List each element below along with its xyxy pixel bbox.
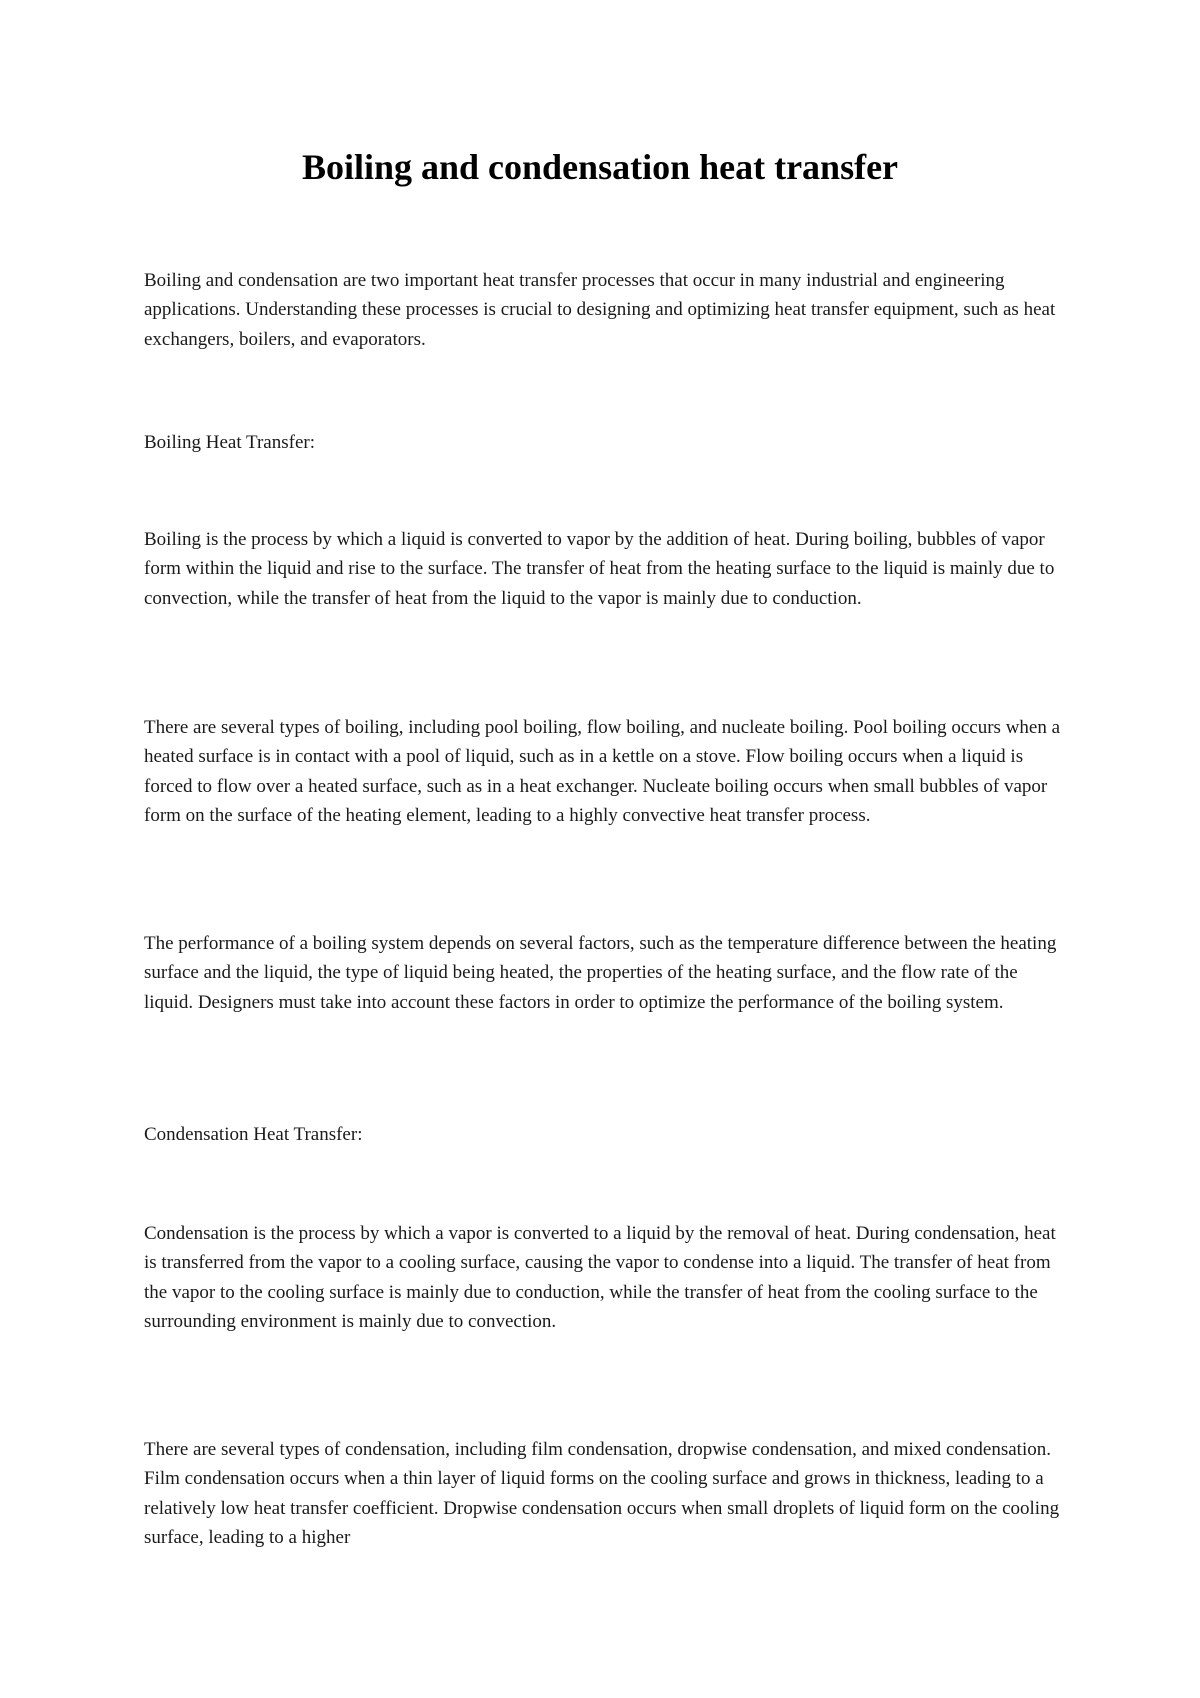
document-title: Boiling and condensation heat transfer	[301, 147, 899, 187]
intro-paragraph: Boiling and condensation are two important heat transfer processes that occur in many industrial and engineering applications. Understanding these processes is crucial to designing and optimizing heat transfer equipment, such as heat exchangers, boilers, and evaporators.	[144, 270, 1056, 350]
condensation-paragraph-2: There are several types of condensation, including film condensation, dropwise condensation, and mixed condensation. Film condensation occurs when a thin layer of liquid forms on the cooling surface and grows in thickness, leading to a relatively low heat transfer coefficient. Dropwise condensation occurs when small droplets of liquid form on the cooling surface, leading to a higher	[144, 1439, 1060, 1549]
boiling-paragraph-1: Boiling is the process by which a liquid is converted to vapor by the addition of heat. During boiling, bubbles of vapor form within the liquid and rise to the surface. The transfer of heat from the heating surface to the liquid is mainly due to convection, while the transfer of heat from the liquid to the vapor is mainly due to conduction.	[144, 529, 1055, 609]
boiling-heading: Boiling Heat Transfer:	[144, 432, 315, 453]
condensation-heading: Condensation Heat Transfer:	[144, 1124, 363, 1145]
condensation-paragraph-1: Condensation is the process by which a vapor is converted to a liquid by the removal of heat. During condensation, heat is transferred from the vapor to a cooling surface, causing the vapor to condense into a liquid. The transfer of heat from the vapor to the cooling surface is mainly due to conduction, while the transfer of heat from the cooling surface to the surrounding environment is mainly due to convection.	[144, 1223, 1056, 1333]
boiling-paragraph-2: There are several types of boiling, including pool boiling, flow boiling, and nucleate boiling. Pool boiling occurs when a heated surface is in contact with a pool of liquid, such as in a kettle on a stove. Flow boiling occurs when a liquid is forced to flow over a heated surface, such as in a heat exchanger. Nucleate boiling occurs when small bubbles of vapor form on the surface of the heating element, leading to a highly convective heat transfer process.	[144, 717, 1061, 827]
boiling-paragraph-3: The performance of a boiling system depends on several factors, such as the temperature difference between the heating surface and the liquid, the type of liquid being heated, the properties of the heating surface, and the flow rate of the liquid. Designers must take into account these factors in order to optimize the performance of the boiling system.	[144, 933, 1057, 1013]
